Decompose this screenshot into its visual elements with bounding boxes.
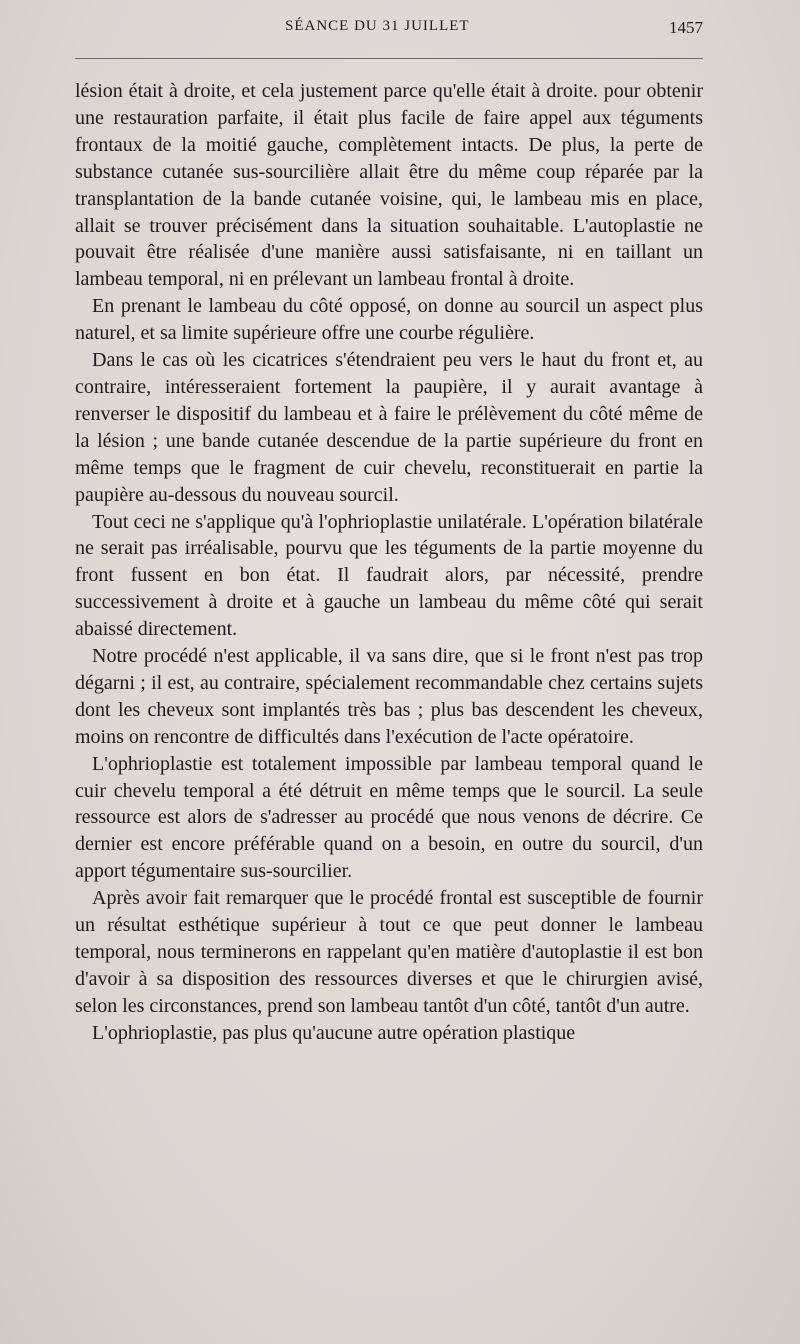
header-rule [75,58,703,59]
paragraph: L'ophrioplastie, pas plus qu'aucune autre opération plastique [92,1021,576,1044]
paragraph: L'ophrioplastie est totalement impossible par lambeau temporal quand le cuir chevelu temporal a été détruit en même temps que le sourcil. La seule ressource est alors de s'adresser au procédé que nous venons de décrire. Ce dernier est encore préférable quand on a besoin, en outre du sourcil, d'un apport tégumentaire sus-sourcilier. [75,752,703,883]
paragraph: Notre procédé n'est applicable, il va sans dire, que si le front n'est pas trop dégarni ; il est, au contraire, spécialement recommandable chez certains sujets dont les cheveux sont implantés très bas ; plus bas descendent les cheveux, moins on rencontre de difficultés dans l'exécution de l'acte opératoire. [75,645,703,748]
paragraph: Dans le cas où les cicatrices s'étendraient peu vers le haut du front et, au contraire, intéresseraient fortement la paupière, il y aurait avantage à renverser le dispositif du lambeau et à faire le prélèvement du côté même de la lésion ; une bande cutanée descendue de la partie supérieure du front en même temps que le fragment de cuir chevelu, reconstituerait en partie la paupière au-dessous du nouveau sourcil. [75,349,703,506]
paragraph: lésion était à droite, et cela justement parce qu'elle était à droite. pour obtenir une restauration parfaite, il était plus facile de faire appel aux téguments frontaux de la moitié gauche, complètement intacts. De plus, la perte de substance cutanée sus-sourcilière allait être du même coup réparée par la transplantation de la bande cutanée voisine, qui, le lambeau mis en place, allait se trouver précisément dans la situation souhaitable. L'autoplastie ne pouvait être réalisée d'une manière aussi satisfaisante, ni en taillant un lambeau temporal, ni en prélevant un lambeau frontal à droite. [75,80,703,291]
running-title: SÉANCE DU 31 JUILLET [285,18,470,34]
paragraph: Tout ceci ne s'applique qu'à l'ophrioplastie unilatérale. L'opération bilatérale ne serait pas irréalisable, pourvu que les téguments de la partie moyenne du front fussent en bon état. Il faudrait alors, par nécessité, prendre successivement à droite et à gauche un lambeau du même côté qui serait abaissé directement. [75,510,703,641]
page-number: 1457 [669,18,703,37]
body-text [75,78,703,1047]
page-header [75,18,703,48]
paragraph: En prenant le lambeau du côté opposé, on donne au sourcil un aspect plus naturel, et sa limite supérieure offre une courbe régulière. [75,295,703,345]
paragraph: Après avoir fait remarquer que le procédé frontal est susceptible de fournir un résultat esthétique supérieur à tout ce que peut donner le lambeau temporal, nous terminerons en rappelant qu'en matière d'autoplastie il est bon d'avoir à sa disposition des ressources diverses et que le chirurgien avisé, selon les circonstances, prend son lambeau tantôt d'un côté, tantôt d'un autre. [75,887,703,1017]
